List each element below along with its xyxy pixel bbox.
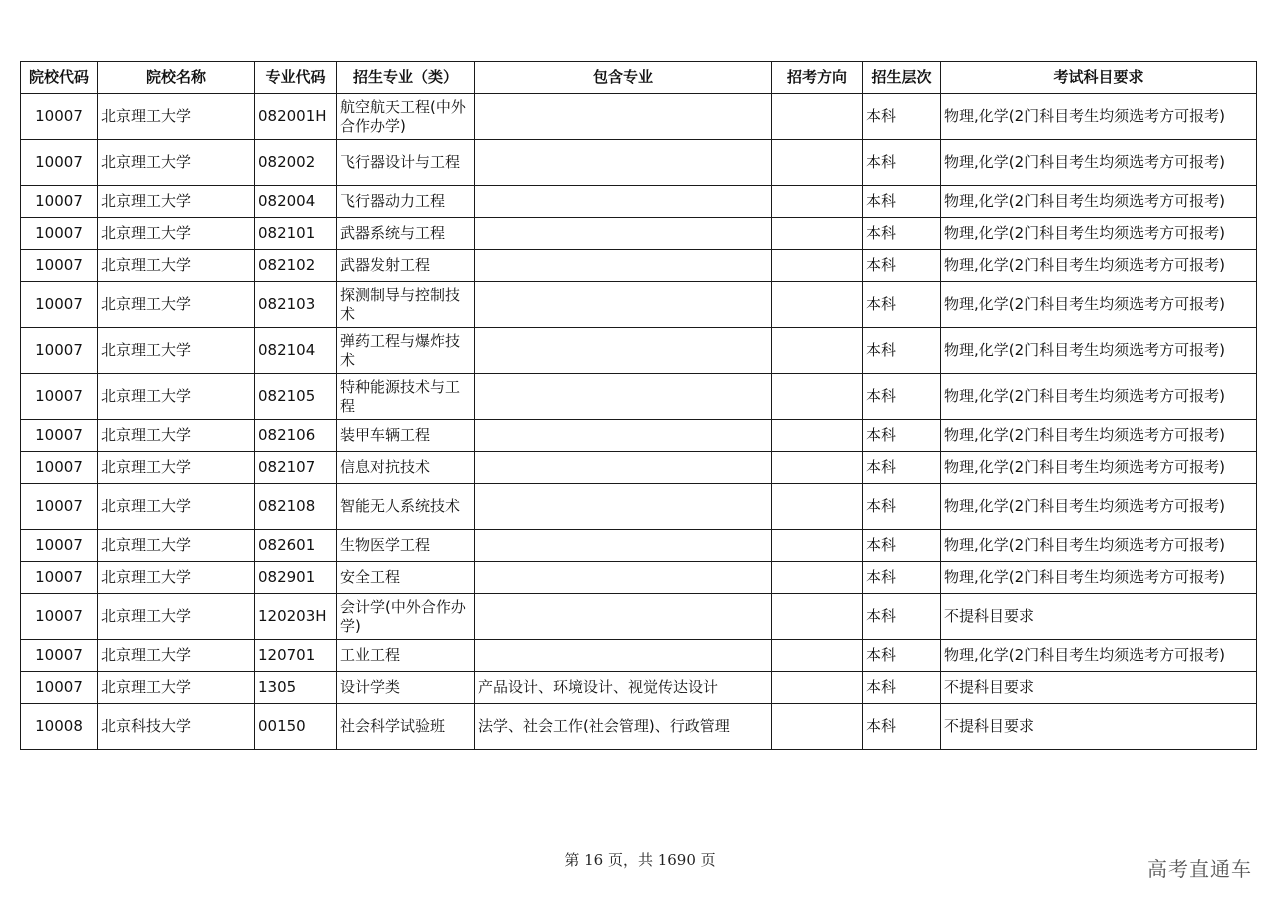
level-cell: 本科: [863, 484, 941, 530]
major-code-cell: 1305: [255, 672, 337, 704]
table-row: [21, 594, 1257, 640]
direction-cell: [772, 94, 863, 140]
school-name-cell: 北京理工大学: [98, 484, 255, 530]
header-major-code: 专业代码: [255, 62, 337, 94]
major-code-cell: 082102: [255, 250, 337, 282]
requirement-cell: 物理,化学(2门科目考生均须选考方可报考): [941, 420, 1257, 452]
requirement-cell: 不提科目要求: [941, 672, 1257, 704]
table-row: [21, 282, 1257, 328]
table-row: [21, 218, 1257, 250]
major-cell: 智能无人系统技术: [337, 484, 475, 530]
includes-cell: [475, 328, 772, 374]
includes-cell: [475, 282, 772, 328]
direction-cell: [772, 704, 863, 750]
school-name-cell: 北京理工大学: [98, 594, 255, 640]
direction-cell: [772, 420, 863, 452]
direction-cell: [772, 562, 863, 594]
includes-cell: [475, 250, 772, 282]
level-cell: 本科: [863, 640, 941, 672]
major-code-cell: 082101: [255, 218, 337, 250]
requirement-cell: 物理,化学(2门科目考生均须选考方可报考): [941, 218, 1257, 250]
school-code-cell: 10007: [21, 282, 98, 328]
level-cell: 本科: [863, 374, 941, 420]
direction-cell: [772, 640, 863, 672]
school-code-cell: 10007: [21, 186, 98, 218]
table-row: [21, 140, 1257, 186]
school-code-cell: 10008: [21, 704, 98, 750]
major-code-cell: 082001H: [255, 94, 337, 140]
table-row: [21, 452, 1257, 484]
header-direction: 招考方向: [772, 62, 863, 94]
school-code-cell: 10007: [21, 218, 98, 250]
includes-cell: [475, 94, 772, 140]
major-code-cell: 082104: [255, 328, 337, 374]
requirement-cell: 物理,化学(2门科目考生均须选考方可报考): [941, 640, 1257, 672]
requirement-cell: 物理,化学(2门科目考生均须选考方可报考): [941, 328, 1257, 374]
major-cell: 弹药工程与爆炸技术: [337, 328, 475, 374]
includes-cell: [475, 530, 772, 562]
includes-cell: 法学、社会工作(社会管理)、行政管理: [475, 704, 772, 750]
major-cell: 安全工程: [337, 562, 475, 594]
major-cell: 特种能源技术与工程: [337, 374, 475, 420]
header-includes: 包含专业: [475, 62, 772, 94]
table-row: [21, 704, 1257, 750]
level-cell: 本科: [863, 94, 941, 140]
major-code-cell: 00150: [255, 704, 337, 750]
level-cell: 本科: [863, 250, 941, 282]
table-row: [21, 420, 1257, 452]
level-cell: 本科: [863, 452, 941, 484]
school-name-cell: 北京理工大学: [98, 452, 255, 484]
level-cell: 本科: [863, 140, 941, 186]
level-cell: 本科: [863, 704, 941, 750]
level-cell: 本科: [863, 420, 941, 452]
header-major: 招生专业（类）: [337, 62, 475, 94]
direction-cell: [772, 328, 863, 374]
direction-cell: [772, 484, 863, 530]
school-code-cell: 10007: [21, 594, 98, 640]
table-row: [21, 672, 1257, 704]
requirement-cell: 物理,化学(2门科目考生均须选考方可报考): [941, 140, 1257, 186]
requirement-cell: 物理,化学(2门科目考生均须选考方可报考): [941, 186, 1257, 218]
school-name-cell: 北京理工大学: [98, 282, 255, 328]
requirement-cell: 物理,化学(2门科目考生均须选考方可报考): [941, 94, 1257, 140]
includes-cell: [475, 640, 772, 672]
school-code-cell: 10007: [21, 94, 98, 140]
header-school-name: 院校名称: [98, 62, 255, 94]
table-row: [21, 640, 1257, 672]
level-cell: 本科: [863, 218, 941, 250]
table-row: [21, 250, 1257, 282]
major-code-cell: 082004: [255, 186, 337, 218]
school-name-cell: 北京理工大学: [98, 374, 255, 420]
major-code-cell: 120701: [255, 640, 337, 672]
major-cell: 飞行器设计与工程: [337, 140, 475, 186]
includes-cell: [475, 218, 772, 250]
school-code-cell: 10007: [21, 374, 98, 420]
level-cell: 本科: [863, 530, 941, 562]
requirement-cell: 物理,化学(2门科目考生均须选考方可报考): [941, 530, 1257, 562]
level-cell: 本科: [863, 562, 941, 594]
watermark-logo-text: 高考直通车: [1147, 857, 1252, 881]
direction-cell: [772, 186, 863, 218]
header-school-code: 院校代码: [21, 62, 98, 94]
major-code-cell: 082105: [255, 374, 337, 420]
table-row: [21, 94, 1257, 140]
level-cell: 本科: [863, 328, 941, 374]
direction-cell: [772, 530, 863, 562]
level-cell: 本科: [863, 282, 941, 328]
school-name-cell: 北京理工大学: [98, 420, 255, 452]
major-cell: 生物医学工程: [337, 530, 475, 562]
includes-cell: [475, 452, 772, 484]
level-cell: 本科: [863, 186, 941, 218]
major-code-cell: 082002: [255, 140, 337, 186]
requirement-cell: 不提科目要求: [941, 704, 1257, 750]
school-name-cell: 北京理工大学: [98, 250, 255, 282]
school-name-cell: 北京理工大学: [98, 562, 255, 594]
school-name-cell: 北京理工大学: [98, 140, 255, 186]
table-row: [21, 562, 1257, 594]
table-row: [21, 186, 1257, 218]
school-code-cell: 10007: [21, 484, 98, 530]
direction-cell: [772, 672, 863, 704]
major-cell: 工业工程: [337, 640, 475, 672]
school-code-cell: 10007: [21, 530, 98, 562]
school-code-cell: 10007: [21, 640, 98, 672]
includes-cell: [475, 140, 772, 186]
header-level: 招生层次: [863, 62, 941, 94]
includes-cell: [475, 484, 772, 530]
major-code-cell: 082103: [255, 282, 337, 328]
level-cell: 本科: [863, 594, 941, 640]
school-code-cell: 10007: [21, 452, 98, 484]
school-code-cell: 10007: [21, 562, 98, 594]
direction-cell: [772, 452, 863, 484]
major-cell: 社会科学试验班: [337, 704, 475, 750]
requirement-cell: 物理,化学(2门科目考生均须选考方可报考): [941, 562, 1257, 594]
school-name-cell: 北京理工大学: [98, 218, 255, 250]
table-row: [21, 374, 1257, 420]
major-cell: 武器发射工程: [337, 250, 475, 282]
school-name-cell: 北京理工大学: [98, 530, 255, 562]
major-cell: 武器系统与工程: [337, 218, 475, 250]
major-cell: 飞行器动力工程: [337, 186, 475, 218]
direction-cell: [772, 218, 863, 250]
includes-cell: 产品设计、环境设计、视觉传达设计: [475, 672, 772, 704]
major-cell: 装甲车辆工程: [337, 420, 475, 452]
major-code-cell: 082108: [255, 484, 337, 530]
major-cell: 信息对抗技术: [337, 452, 475, 484]
requirement-cell: 物理,化学(2门科目考生均须选考方可报考): [941, 282, 1257, 328]
major-code-cell: 082901: [255, 562, 337, 594]
school-name-cell: 北京理工大学: [98, 672, 255, 704]
requirement-cell: 物理,化学(2门科目考生均须选考方可报考): [941, 452, 1257, 484]
direction-cell: [772, 250, 863, 282]
includes-cell: [475, 186, 772, 218]
direction-cell: [772, 374, 863, 420]
includes-cell: [475, 594, 772, 640]
school-name-cell: 北京理工大学: [98, 186, 255, 218]
school-name-cell: 北京理工大学: [98, 328, 255, 374]
table-row: [21, 530, 1257, 562]
school-name-cell: 北京理工大学: [98, 94, 255, 140]
school-code-cell: 10007: [21, 140, 98, 186]
school-code-cell: 10007: [21, 420, 98, 452]
major-cell: 会计学(中外合作办学): [337, 594, 475, 640]
major-code-cell: 120203H: [255, 594, 337, 640]
includes-cell: [475, 420, 772, 452]
requirement-cell: 物理,化学(2门科目考生均须选考方可报考): [941, 250, 1257, 282]
includes-cell: [475, 374, 772, 420]
major-cell: 设计学类: [337, 672, 475, 704]
school-code-cell: 10007: [21, 672, 98, 704]
page-number-footer: 第 16 页，共 1690 页: [564, 851, 716, 869]
table-row: [21, 328, 1257, 374]
major-code-cell: 082601: [255, 530, 337, 562]
includes-cell: [475, 562, 772, 594]
admission-table: [20, 61, 1257, 750]
major-code-cell: 082106: [255, 420, 337, 452]
requirement-cell: 不提科目要求: [941, 594, 1257, 640]
table-row: [21, 484, 1257, 530]
school-code-cell: 10007: [21, 250, 98, 282]
direction-cell: [772, 140, 863, 186]
level-cell: 本科: [863, 672, 941, 704]
direction-cell: [772, 282, 863, 328]
requirement-cell: 物理,化学(2门科目考生均须选考方可报考): [941, 374, 1257, 420]
table-header-row: [21, 62, 1257, 94]
requirement-cell: 物理,化学(2门科目考生均须选考方可报考): [941, 484, 1257, 530]
school-name-cell: 北京科技大学: [98, 704, 255, 750]
major-cell: 航空航天工程(中外合作办学): [337, 94, 475, 140]
header-requirement: 考试科目要求: [941, 62, 1257, 94]
direction-cell: [772, 594, 863, 640]
school-name-cell: 北京理工大学: [98, 640, 255, 672]
major-code-cell: 082107: [255, 452, 337, 484]
major-cell: 探测制导与控制技术: [337, 282, 475, 328]
school-code-cell: 10007: [21, 328, 98, 374]
